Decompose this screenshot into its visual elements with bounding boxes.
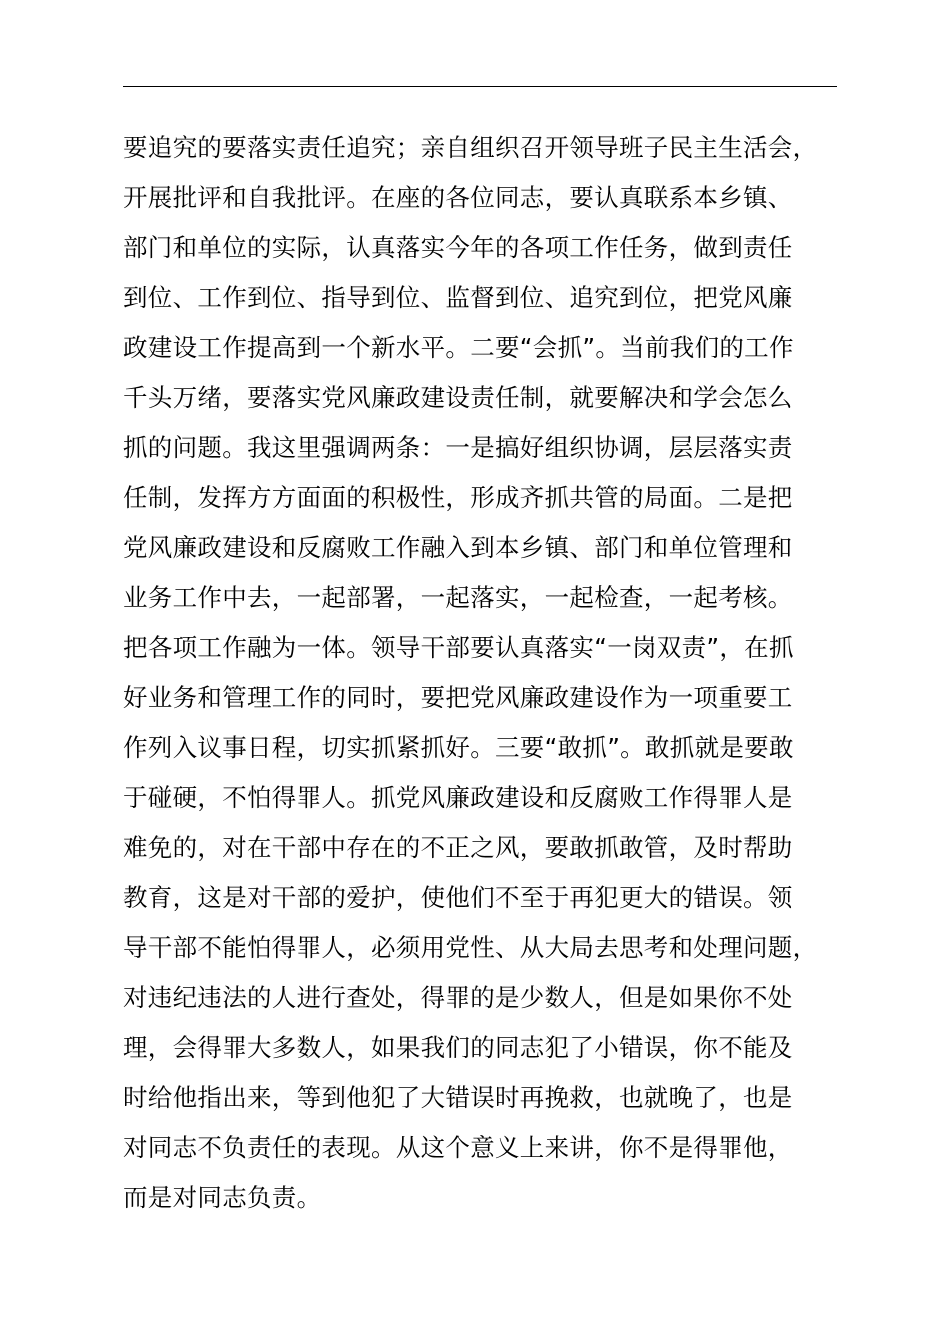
text-line: 对违纪违法的人进行查处，得罪的是少数人，但是如果你不处 [123, 983, 793, 1012]
text-line: 作列入议事日程，切实抓紧抓好。三要“敢抓”。敢抓就是要敢 [123, 733, 794, 762]
text-line: 抓的问题。我这里强调两条：一是搞好组织协调，层层落实责 [123, 433, 793, 462]
text-line: 政建设工作提高到一个新水平。二要“会抓”。当前我们的工作 [123, 333, 794, 362]
text-line: 难免的，对在干部中存在的不正之风，要敢抓敢管，及时帮助 [123, 833, 793, 862]
header-rule [123, 86, 837, 87]
text-line: 业务工作中去，一起部署，一起落实，一起检查，一起考核。 [123, 583, 793, 612]
text-line: 于碰硬，不怕得罪人。抓党风廉政建设和反腐败工作得罪人是 [123, 783, 793, 812]
text-line: 千头万绪，要落实党风廉政建设责任制，就要解决和学会怎么 [123, 383, 793, 412]
text-line: 党风廉政建设和反腐败工作融入到本乡镇、部门和单位管理和 [123, 533, 793, 562]
text-line: 时给他指出来，等到他犯了大错误时再挽救，也就晚了，也是 [123, 1083, 793, 1112]
text-line: 导干部不能怕得罪人，必须用党性、从大局去思考和处理问题， [123, 933, 818, 962]
text-line: 把各项工作融为一体。领导干部要认真落实“一岗双责”，在抓 [123, 633, 794, 662]
text-line: 好业务和管理工作的同时，要把党风廉政建设作为一项重要工 [123, 683, 793, 712]
text-line: 到位、工作到位、指导到位、监督到位、追究到位，把党风廉 [123, 283, 793, 312]
text-line: 而是对同志负责。 [123, 1183, 322, 1212]
body-paragraph [123, 123, 883, 1223]
text-line: 对同志不负责任的表现。从这个意义上来讲，你不是得罪他， [123, 1133, 793, 1162]
text-line: 教育，这是对干部的爱护，使他们不至于再犯更大的错误。领 [123, 883, 793, 912]
text-line: 理，会得罪大多数人，如果我们的同志犯了小错误，你不能及 [123, 1033, 793, 1062]
text-line: 任制，发挥方方面面的积极性，形成齐抓共管的局面。二是把 [123, 483, 793, 512]
text-line: 部门和单位的实际，认真落实今年的各项工作任务，做到责任 [123, 233, 793, 262]
text-line: 开展批评和自我批评。在座的各位同志，要认真联系本乡镇、 [123, 183, 793, 212]
text-line: 要追究的要落实责任追究；亲自组织召开领导班子民主生活会， [123, 133, 818, 162]
